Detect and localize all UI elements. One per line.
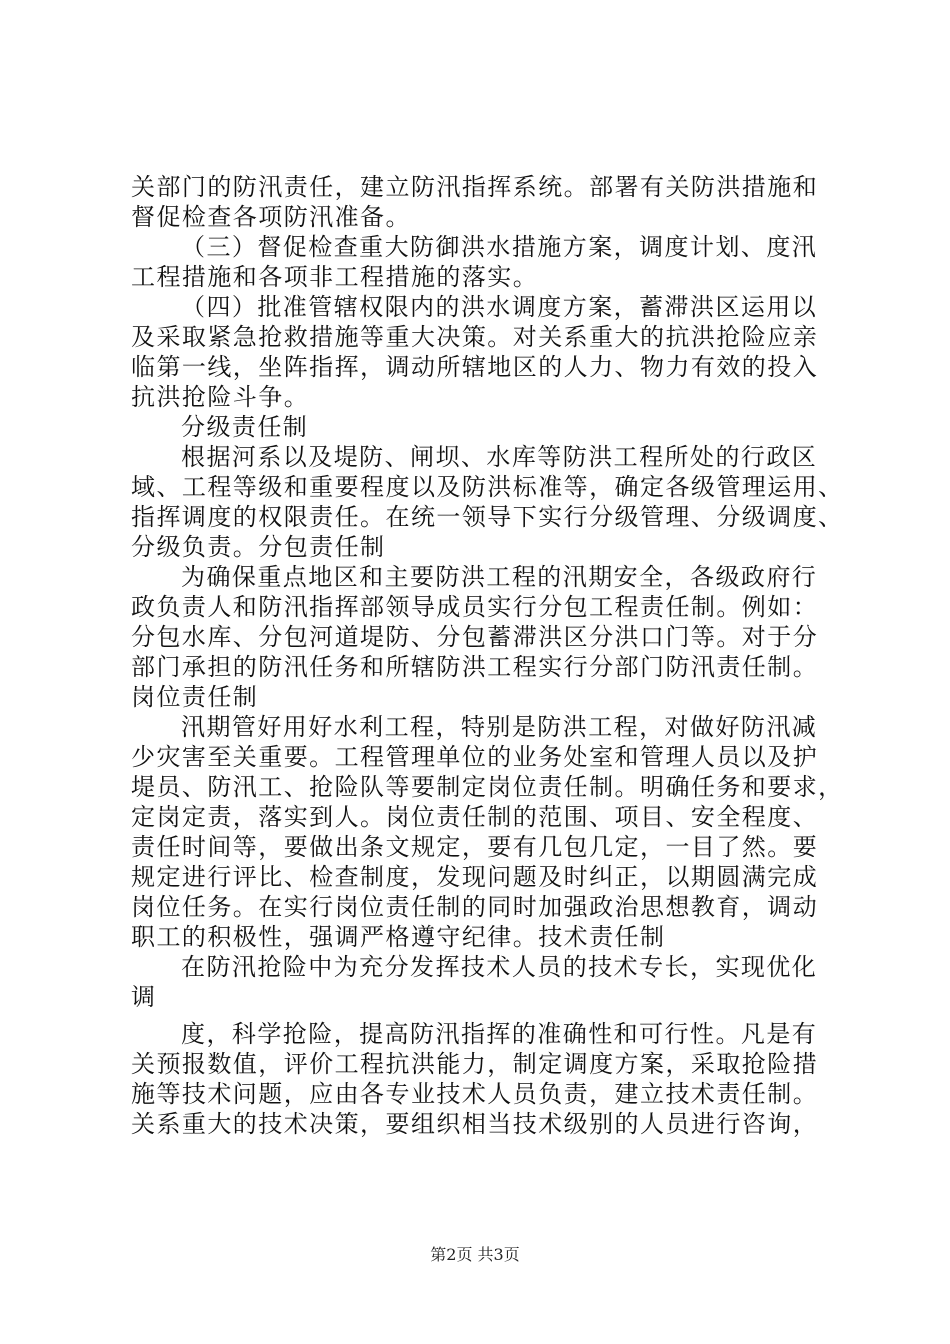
text-line: 指挥调度的权限责任。在统一领导下实行分级管理、分级调度、 (131, 503, 844, 531)
text-line: 定岗定责，落实到人。岗位责任制的范围、项目、安全程度、 (131, 803, 819, 831)
text-line: 责任时间等，要做出条文规定，要有几包几定，一目了然。要 (131, 833, 819, 861)
text-line: 堤员、防汛工、抢险队等要制定岗位责任制。明确任务和要求， (131, 773, 844, 801)
text-line: 汛期管好用好水利工程，特别是防洪工程，对做好防汛减 (181, 713, 818, 741)
section-heading: 分级责任制 (181, 413, 309, 441)
text-line: 规定进行评比、检查制度，发现问题及时纠正，以期圆满完成 (131, 863, 819, 891)
text-line: 职工的积极性，强调严格遵守纪律。技术责任制 (131, 923, 666, 951)
text-line: （三）督促检查重大防御洪水措施方案，调度计划、度汛 (181, 233, 818, 261)
text-line: 在防汛抢险中为充分发挥技术人员的技术专长，实现优化 (181, 953, 818, 981)
text-line: 关系重大的技术决策，要组织相当技术级别的人员进行咨询， (131, 1110, 819, 1138)
text-line: 施等技术问题，应由各专业技术人员负责，建立技术责任制。 (131, 1080, 819, 1108)
document-body (131, 172, 844, 1139)
text-line: 关部门的防汛责任，建立防汛指挥系统。部署有关防洪措施和 (131, 173, 819, 201)
text-line: 分包水库、分包河道堤防、分包蓄滞洪区分洪口门等。对于分 (131, 623, 819, 651)
page-number: 第2页 共3页 (430, 1245, 520, 1264)
page-footer (0, 1245, 950, 1265)
text-line: 临第一线，坐阵指挥，调动所辖地区的人力、物力有效的投入 (131, 353, 819, 381)
text-line: 政负责人和防汛指挥部领导成员实行分包工程责任制。例如： (131, 593, 819, 621)
text-line: 分级负责。分包责任制 (131, 533, 386, 561)
text-line: 岗位任务。在实行岗位责任制的同时加强政治思想教育，调动 (131, 893, 819, 921)
text-line: 及采取紧急抢救措施等重大决策。对关系重大的抗洪抢险应亲 (131, 323, 819, 351)
text-line: 调 (131, 983, 157, 1011)
text-line: 域、工程等级和重要程度以及防洪标准等，确定各级管理运用、 (131, 473, 844, 501)
text-line: 根据河系以及堤防、闸坝、水库等防洪工程所处的行政区 (181, 443, 818, 471)
section-heading: 岗位责任制 (131, 683, 259, 711)
text-line: 少灾害至关重要。工程管理单位的业务处室和管理人员以及护 (131, 743, 819, 771)
text-line: 度，科学抢险，提高防汛指挥的准确性和可行性。凡是有 (181, 1020, 818, 1048)
text-line: 抗洪抢险斗争。 (131, 383, 310, 411)
text-line: 工程措施和各项非工程措施的落实。 (131, 263, 539, 291)
text-line: 关预报数值，评价工程抗洪能力，制定调度方案，采取抢险措 (131, 1050, 819, 1078)
text-line: 为确保重点地区和主要防洪工程的汛期安全，各级政府行 (181, 563, 818, 591)
text-line: 督促检查各项防汛准备。 (131, 203, 411, 231)
text-line: 部门承担的防汛任务和所辖防洪工程实行分部门防汛责任制。 (131, 653, 819, 681)
text-line: （四）批准管辖权限内的洪水调度方案，蓄滞洪区运用以 (181, 293, 818, 321)
